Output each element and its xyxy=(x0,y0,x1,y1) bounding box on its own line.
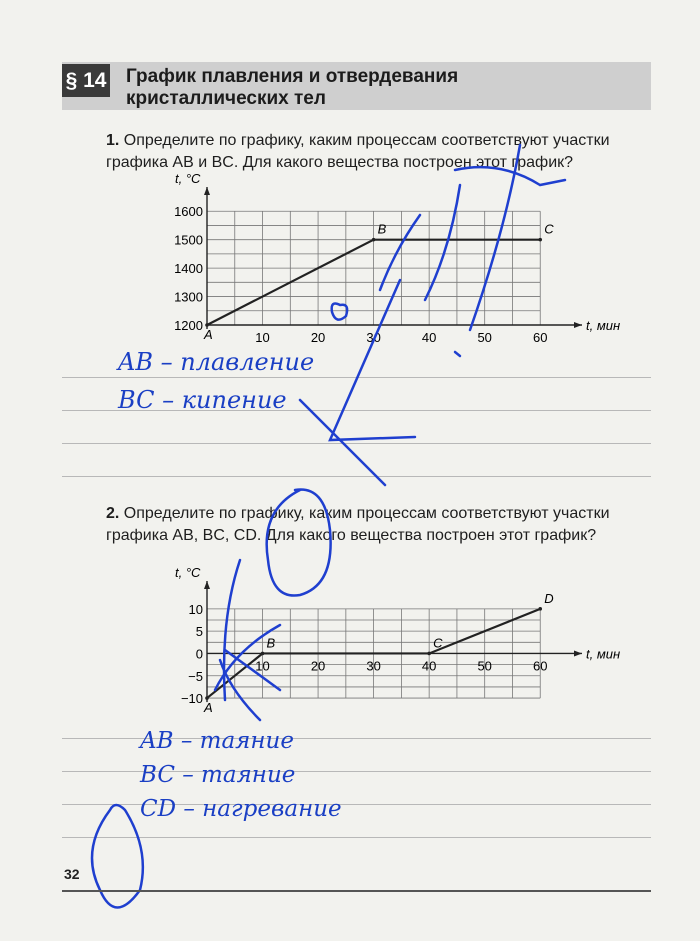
x-tick-label: 30 xyxy=(366,658,381,674)
x-tick-label: 40 xyxy=(421,658,437,674)
x-tick-label: 20 xyxy=(310,658,326,674)
page-number: 32 xyxy=(64,866,80,882)
pen-scribble xyxy=(224,560,240,700)
pen-scribble xyxy=(332,304,347,320)
y-tick-label: 1200 xyxy=(174,318,203,333)
point-label: C xyxy=(433,635,443,651)
handwritten-answer-1a: AB – плавление xyxy=(118,348,315,376)
y-tick-label: 0 xyxy=(195,646,203,662)
task-1-text: Определите по графику, каким процессам соответствуют участки графика AB и BC. Для какого вещества построен этот график? xyxy=(106,132,610,171)
pen-scribble xyxy=(220,660,260,720)
x-tick-label: 10 xyxy=(255,330,270,345)
point-label: B xyxy=(377,221,387,237)
pen-scribble xyxy=(225,650,280,690)
handwritten-answer-2a: AB – таяние xyxy=(140,728,294,754)
pen-scribble xyxy=(455,167,565,185)
x-axis-label: t, мин xyxy=(586,318,621,333)
point-label: B xyxy=(266,635,276,651)
point-label: D xyxy=(544,590,554,606)
x-tick-label: 50 xyxy=(477,330,492,345)
pen-scribble xyxy=(425,185,460,300)
pen-scribble xyxy=(455,352,460,356)
x-tick-label: 30 xyxy=(366,330,381,345)
point-label: A xyxy=(204,327,213,342)
y-tick-label: −10 xyxy=(180,691,203,707)
point-label: A xyxy=(204,700,213,716)
section-title-line2: кристаллических тел xyxy=(126,88,326,109)
handwritten-answer-2c: CD – нагревание xyxy=(140,796,342,822)
x-tick-label: 50 xyxy=(477,658,492,674)
task-1-number: 1. xyxy=(106,132,120,149)
task-2-number: 2. xyxy=(106,505,120,522)
section-number-badge: § 14 xyxy=(62,64,110,97)
x-axis-label: t, мин xyxy=(586,646,621,662)
x-tick-label: 40 xyxy=(421,330,437,345)
y-axis-label: t, °C xyxy=(175,565,201,580)
point-label: C xyxy=(544,221,554,237)
task-2-text: Определите по графику, каким процессам соответствуют участки графика AB, BC, CD. Для какого вещества построен этот график? xyxy=(106,505,610,544)
x-tick-label: 60 xyxy=(532,658,548,674)
section-title-line1: График плавления и отвердевания xyxy=(126,66,459,87)
y-tick-label: 1500 xyxy=(174,232,203,248)
footer-rule xyxy=(62,890,651,892)
pen-scribble xyxy=(377,215,420,290)
handwritten-answer-2b: BC – таяние xyxy=(140,762,296,788)
pen-scribble xyxy=(92,805,143,908)
y-axis-label: t, °C xyxy=(175,171,201,186)
y-tick-label: 1600 xyxy=(174,204,203,220)
x-tick-label: 60 xyxy=(532,330,548,345)
y-tick-label: 1400 xyxy=(174,261,203,277)
y-tick-label: 1300 xyxy=(174,289,203,305)
y-tick-label: −5 xyxy=(188,668,203,684)
x-tick-label: 20 xyxy=(310,330,326,345)
pen-scribble xyxy=(267,490,331,596)
handwritten-answer-1b: BC – кипение xyxy=(118,386,287,414)
x-tick-label: 10 xyxy=(255,658,270,674)
y-tick-label: 5 xyxy=(195,624,203,640)
y-tick-label: 10 xyxy=(188,601,203,617)
